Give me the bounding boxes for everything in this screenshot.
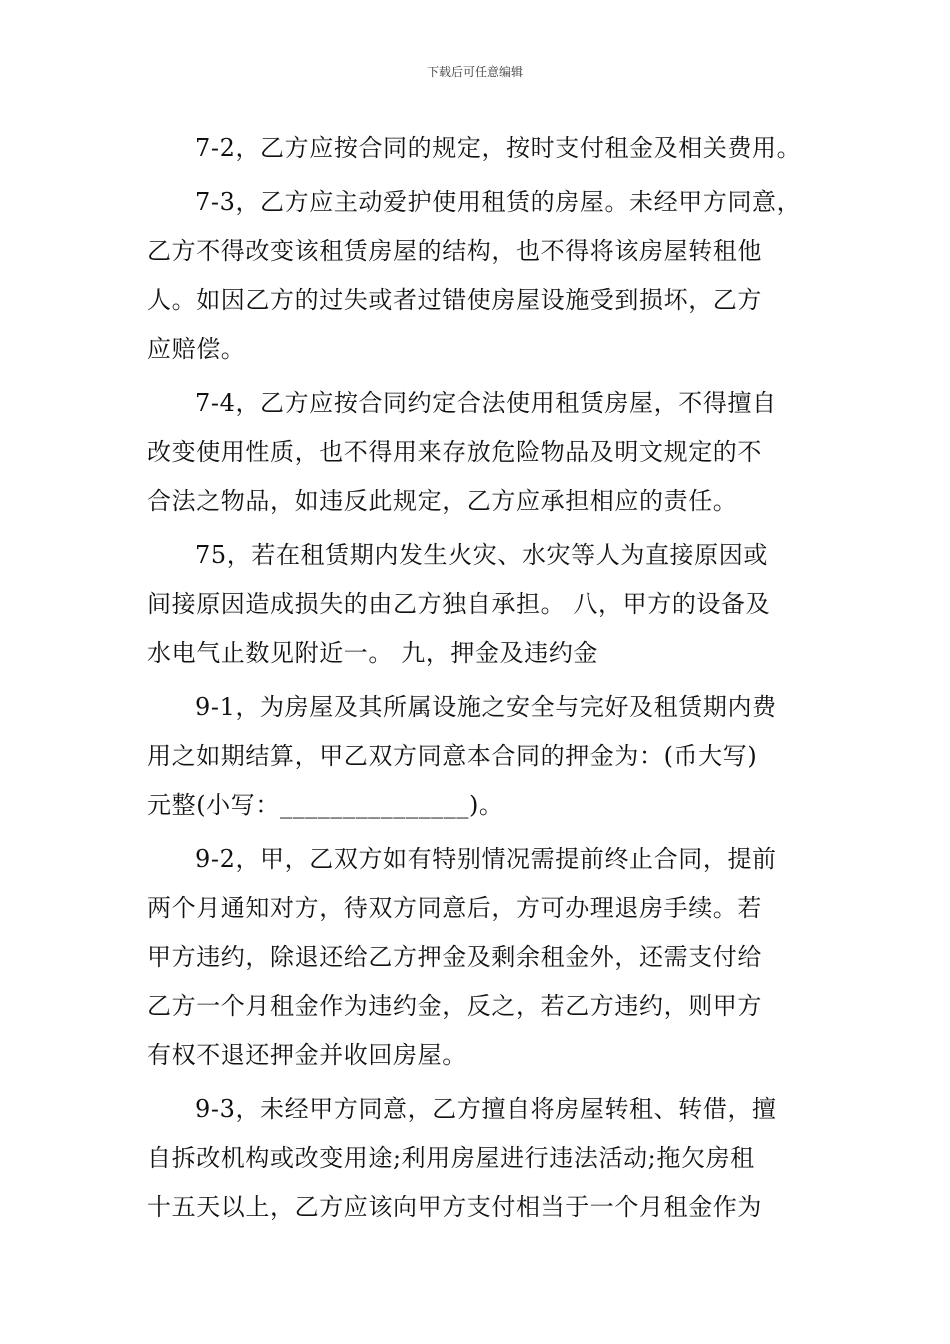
clause-7-4 xyxy=(147,379,817,526)
text-line: 甲方违约，除退还给乙方押金及剩余租金外，还需支付给 xyxy=(147,943,762,971)
text-line: 7-4，乙方应按合同约定合法使用租赁房屋，不得擅自 xyxy=(195,389,777,417)
text-line: 自拆改机构或改变用途;利用房屋进行违法活动;拖欠房租 xyxy=(147,1144,755,1172)
text-line: 9-2，甲，乙双方如有特别情况需提前终止合同，提前 xyxy=(195,845,777,873)
clause-9-3 xyxy=(147,1085,817,1232)
text-line: 有权不退还押金并收回房屋。 xyxy=(147,1041,467,1069)
page-header: 下载后可任意编辑 xyxy=(426,65,523,79)
text-line: 人。如因乙方的过失或者过错使房屋设施受到损坏，乙方 xyxy=(147,286,762,314)
text-line: 应赔偿。 xyxy=(147,335,246,363)
clause-7-3 xyxy=(147,178,817,374)
text-line: 9-1，为房屋及其所属设施之安全与完好及租赁期内费 xyxy=(195,693,777,721)
document-body xyxy=(147,124,817,1237)
text-line: 间接原因造成损失的由乙方独自承担。 八，甲方的设备及 xyxy=(147,590,771,618)
text-line: 7-3，乙方应主动爱护使用租赁的房屋。未经甲方同意， xyxy=(195,188,802,216)
text-line: 乙方一个月租金作为违约金，反之，若乙方违约，则甲方 xyxy=(147,992,762,1020)
clause-7-2 xyxy=(147,124,817,173)
clause-9-2 xyxy=(147,835,817,1080)
text-line: 水电气止数见附近一。 九，押金及违约金 xyxy=(147,639,599,667)
clause-9-1 xyxy=(147,683,817,830)
text-line: 元整(小写：_______________)。 xyxy=(147,791,504,819)
text-line: 用之如期结算，甲乙双方同意本合同的押金为：(币大写) xyxy=(147,742,758,770)
text-line: 合法之物品，如违反此规定，乙方应承担相应的责任。 xyxy=(147,487,738,515)
text-line: 乙方不得改变该租赁房屋的结构，也不得将该房屋转租他 xyxy=(147,237,762,265)
text-line: 7-2，乙方应按合同的规定，按时支付租金及相关费用。 xyxy=(195,134,802,162)
text-line: 十五天以上，乙方应该向甲方支付相当于一个月租金作为 xyxy=(147,1193,762,1221)
text-line: 9-3，未经甲方同意，乙方擅自将房屋转租、转借，擅 xyxy=(195,1095,777,1123)
clause-7-5 xyxy=(147,531,817,678)
text-line: 改变使用性质，也不得用来存放危险物品及明文规定的不 xyxy=(147,438,762,466)
text-line: 75，若在租赁期内发生火灾、水灾等人为直接原因或 xyxy=(195,541,768,569)
text-line: 两个月通知对方，待双方同意后，方可办理退房手续。若 xyxy=(147,894,762,922)
